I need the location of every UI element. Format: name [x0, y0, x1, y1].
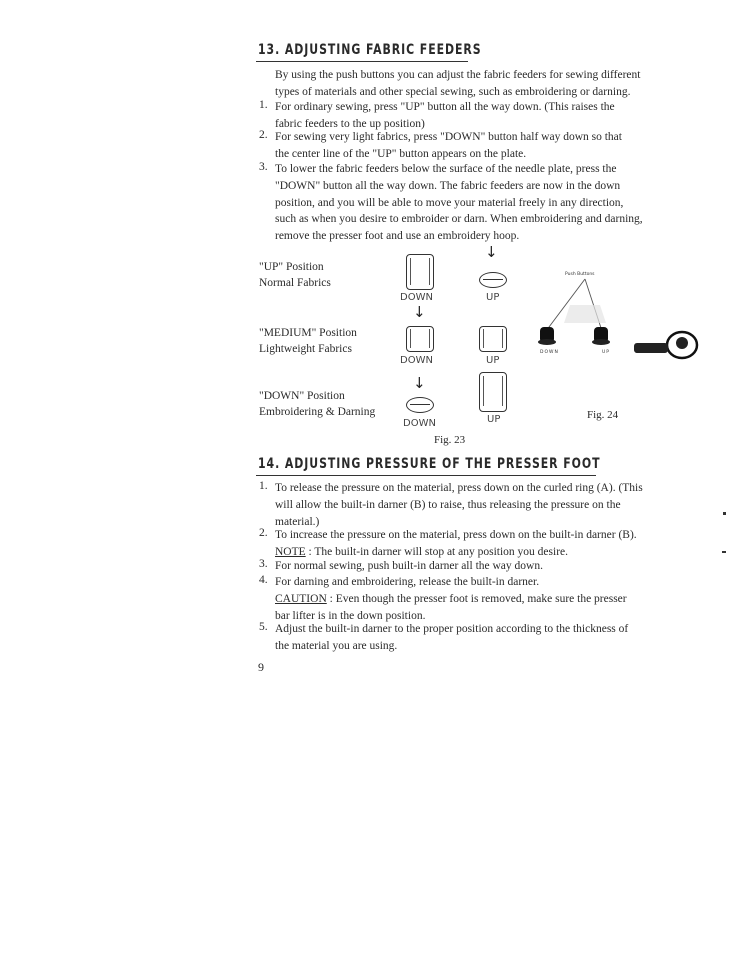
item-line: To release the pressure on the material, press down on the curled ring (A). (This — [275, 482, 643, 494]
note-label: NOTE — [275, 545, 306, 558]
item-line: For darning and embroidering, release the built-in darner. — [275, 576, 540, 588]
button-base — [538, 339, 556, 345]
item-line: fabric feeders to the up position) — [275, 117, 425, 130]
position-name: "MEDIUM" Position — [259, 327, 357, 339]
up-button-illustration — [479, 372, 507, 412]
item-line: To increase the pressure on the material, press down on the built-in darner (B). — [275, 529, 637, 541]
up-position-label — [259, 260, 331, 291]
section-14-title: 14. ADJUSTING PRESSURE OF THE PRESSER FOOT — [258, 456, 601, 472]
caution-text: bar lifter is in the down position. — [275, 609, 426, 622]
section-13-intro — [275, 67, 680, 101]
item-line: For ordinary sewing, press "UP" button all the way down. (This raises the — [275, 101, 615, 113]
down-position-label — [259, 389, 375, 420]
item-line: remove the presser foot and use an embroidery hoop. — [275, 230, 520, 243]
fig24-down-label: DOWN — [540, 350, 559, 355]
machine-dial-icon — [634, 332, 697, 358]
down-caption: DOWN — [400, 292, 433, 303]
intro-line: By using the push buttons you can adjust the fabric feeders for sewing different — [275, 69, 641, 81]
item-line: material.) — [275, 515, 320, 528]
button-base — [592, 339, 610, 345]
item-number: 1. — [259, 480, 268, 492]
fig-23-caption: Fig. 23 — [434, 434, 466, 446]
item-number: 2. — [259, 129, 268, 141]
section-14-item-1 — [275, 480, 680, 530]
item-number: 2. — [259, 527, 268, 539]
fabric-type: Normal Fabrics — [259, 276, 331, 289]
down-button-illustration — [406, 326, 434, 352]
item-line: For normal sewing, push built-in darner all the way down. — [275, 560, 543, 572]
arrow-down-icon: ↓ — [413, 374, 426, 392]
down-button-illustration — [406, 254, 434, 290]
item-line: To lower the fabric feeders below the surface of the needle plate, press the — [275, 163, 617, 175]
item-number: 5. — [259, 621, 268, 633]
arrow-down-icon: ↓ — [485, 243, 498, 261]
item-line: the material you are using. — [275, 639, 398, 652]
item-number: 3. — [259, 161, 268, 173]
note-text: : The built-in darner will stop at any position you desire. — [305, 545, 568, 558]
section-14-rule — [256, 475, 596, 476]
margin-mark — [723, 512, 726, 515]
caution-line — [275, 591, 680, 608]
item-line: Adjust the built-in darner to the proper position according to the thickness of — [275, 623, 629, 635]
up-caption: UP — [486, 292, 500, 303]
fabric-type: Lightweight Fabrics — [259, 342, 352, 355]
section-14-item-2 — [275, 527, 680, 561]
medium-position-label — [259, 326, 357, 357]
section-13-item-3 — [275, 161, 680, 245]
position-name: "DOWN" Position — [259, 390, 345, 402]
item-number: 4. — [259, 574, 268, 586]
up-button-pressed-illustration — [479, 272, 507, 288]
up-caption: UP — [486, 355, 500, 366]
shading — [564, 305, 606, 323]
section-14-item-3 — [275, 558, 680, 575]
item-line: "DOWN" button all the way down. The fabric feeders are now in the down — [275, 179, 621, 192]
up-button-illustration — [479, 326, 507, 352]
caution-text: : Even though the presser foot is removed, make sure the presser — [326, 592, 627, 605]
up-caption: UP — [487, 414, 501, 425]
section-13-rule — [256, 61, 468, 62]
item-number: 3. — [259, 558, 268, 570]
down-button-pressed-illustration — [406, 397, 434, 413]
section-13-title: 13. ADJUSTING FABRIC FEEDERS — [258, 42, 482, 58]
section-13-item-2 — [275, 129, 680, 163]
fabric-type: Embroidering & Darning — [259, 405, 376, 418]
fig-24-caption: Fig. 24 — [587, 409, 619, 421]
page-number: 9 — [258, 660, 264, 674]
section-14-item-5 — [275, 621, 680, 655]
down-caption: DOWN — [400, 355, 433, 366]
item-line: For sewing very light fabrics, press "DOWN" button half way down so that — [275, 131, 622, 143]
section-14-item-4 — [275, 574, 680, 624]
item-number: 1. — [259, 99, 268, 111]
section-13-item-1 — [275, 99, 680, 133]
item-line: position, and you will be able to move your material freely in any direction, — [275, 196, 624, 209]
margin-mark — [722, 551, 726, 553]
push-buttons-label: Push Buttons — [565, 272, 595, 277]
intro-line: types of materials and other special sewing, such as embroidering or darning. — [275, 85, 631, 98]
item-line: the center line of the "UP" button appears on the plate. — [275, 147, 527, 160]
position-name: "UP" Position — [259, 261, 324, 273]
caution-label: CAUTION — [275, 592, 327, 605]
item-line: such as when you desire to embroider or darn. When embroidering and darning, — [275, 213, 643, 226]
item-line: will allow the built-in darner (B) to raise, thus releasing the pressure on the — [275, 498, 621, 511]
down-caption: DOWN — [403, 418, 436, 429]
arrow-down-icon: ↓ — [413, 303, 426, 321]
fig24-up-label: UP — [602, 350, 611, 355]
